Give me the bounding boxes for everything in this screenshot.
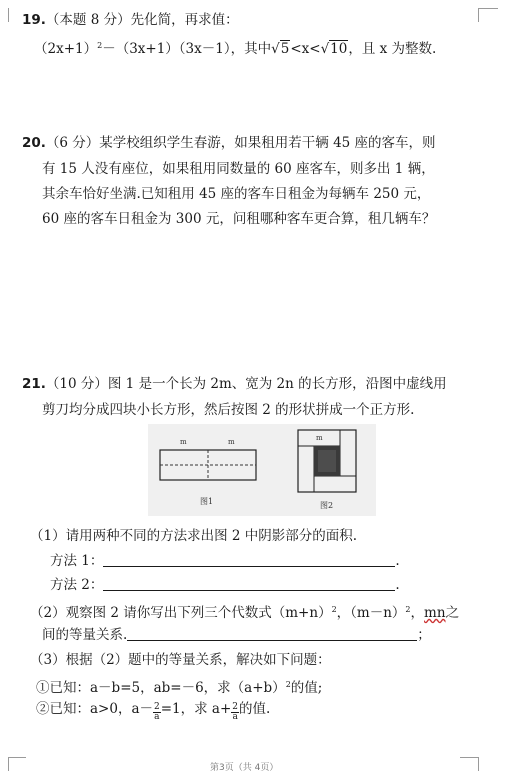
p2-text-mid: ，（m－n） xyxy=(336,605,406,621)
page-footer: 第3页（共 4页） xyxy=(210,763,279,773)
p2-text-start: （2）观察图 2 请你写出下列三个代数式（m+n） xyxy=(30,605,332,621)
q19-expr-part2: －（3x+1）（3x－1），其中 xyxy=(102,41,272,57)
fig2-shade-texture xyxy=(318,450,336,472)
sub1-text: ①已知：a－b=5，ab=－6，求（a+b） xyxy=(36,680,286,696)
q20-line4: 60 座的客车日租金为 300 元，问租哪种客车更合算，租几辆车？ xyxy=(42,211,436,227)
q19-sqrt5-value: 5 xyxy=(280,41,290,57)
p2-line2-text: 间的等量关系. xyxy=(42,627,128,643)
frac2-num: 2 xyxy=(232,702,239,712)
fig1-caption: 图1 xyxy=(200,497,214,506)
method2-dot: . xyxy=(395,577,400,593)
figure-1 xyxy=(160,438,256,506)
frac2-den: a xyxy=(232,712,238,722)
q20-number: 20. xyxy=(22,135,46,151)
crop-mark-bottom-left-h xyxy=(8,757,26,758)
q21-part2-line2 xyxy=(42,626,431,644)
p2-exp1: 2 xyxy=(331,605,337,614)
fig1-label-right: m xyxy=(228,438,235,446)
sub2-text-mid: =1，求 a+ xyxy=(160,701,232,717)
p2-exp2: 2 xyxy=(405,605,411,614)
method1-dot: . xyxy=(395,553,400,569)
sub2-text-start: ②已知：a>0，a－ xyxy=(36,701,153,717)
q21-sub1 xyxy=(36,676,322,697)
sub2-fraction2 xyxy=(231,703,239,722)
crop-mark-bottom-left xyxy=(8,757,9,771)
p2-comma: ， xyxy=(410,605,425,621)
method2-label: 方法 2： xyxy=(50,577,104,593)
q20-line3: 其余车恰好坐满.已知租用 45 座的客车日租金为每辆车 250 元， xyxy=(42,186,431,202)
fig2-label-top: m xyxy=(316,434,323,442)
sub2-text-end: 的值. xyxy=(239,701,271,717)
figure-svg xyxy=(148,424,376,516)
crop-mark-bottom-right-h xyxy=(460,757,478,758)
fig2-caption: 图2 xyxy=(320,501,334,510)
q21-number: 21. xyxy=(22,376,46,392)
figure-area xyxy=(148,424,376,516)
fig1-label-left: m xyxy=(180,438,187,446)
q19-inequality: <x< xyxy=(290,41,321,57)
method1-label: 方法 1： xyxy=(50,553,104,569)
q21-method1 xyxy=(50,552,400,570)
crop-mark-top-right-h xyxy=(478,8,498,9)
q19-expression xyxy=(34,37,436,58)
q19-number: 19. xyxy=(22,12,46,28)
q20-line1 xyxy=(22,134,436,152)
q20-line1-text: （6 分）某学校组织学生春游，如果租用若干辆 45 座的客车，则 xyxy=(45,135,436,151)
p2-mn: mn xyxy=(424,605,446,621)
sub2-fraction1 xyxy=(153,703,161,722)
q19-header-text: （本题 8 分）先化简，再求值： xyxy=(45,12,239,28)
q21-line1-text: （10 分）图 1 是一个长为 2m、宽为 2n 的长方形，沿图中虚线用 xyxy=(45,376,447,392)
q21-line2: 剪刀均分成四块小长方形，然后按图 2 的形状拼成一个正方形. xyxy=(42,402,415,418)
sub1-exp: 2 xyxy=(285,680,291,689)
crop-mark-top-left xyxy=(8,8,9,22)
p2-semicolon: ； xyxy=(417,627,431,643)
sub1-end: 的值; xyxy=(290,680,323,696)
method1-blank[interactable] xyxy=(103,553,395,567)
p2-answer-blank[interactable] xyxy=(127,627,417,641)
q19-sqrt10-value: 10 xyxy=(330,41,348,57)
q21-line1 xyxy=(22,375,447,393)
method2-blank[interactable] xyxy=(103,577,395,591)
q19-header xyxy=(22,11,239,29)
q21-part1: （1）请用两种不同的方法求出图 2 中阴影部分的面积. xyxy=(30,528,358,544)
q21-part3: （3）根据（2）题中的等量关系，解决如下问题： xyxy=(30,652,331,668)
frac1-den: a xyxy=(154,712,160,722)
figure-2 xyxy=(298,430,356,510)
q19-tail: ，且 x 为整数. xyxy=(348,41,437,57)
q19-expr-part1: （2x+1） xyxy=(34,41,98,57)
p2-text-end: 之 xyxy=(445,605,460,621)
q19-sqrt5: √5 xyxy=(271,41,290,57)
q21-method2 xyxy=(50,576,400,594)
frac1-num: 2 xyxy=(154,702,160,712)
crop-mark-top-right-v xyxy=(478,8,479,22)
q21-sub2 xyxy=(36,700,270,722)
q19-sqrt10: √10 xyxy=(320,41,348,57)
crop-mark-bottom-right xyxy=(478,757,479,771)
q19-exponent: 2 xyxy=(97,41,103,50)
q21-part2-line1 xyxy=(30,601,459,622)
q20-line2: 有 15 人没有座位，如果租用同数量的 60 座客车，则多出 1 辆， xyxy=(42,161,435,177)
